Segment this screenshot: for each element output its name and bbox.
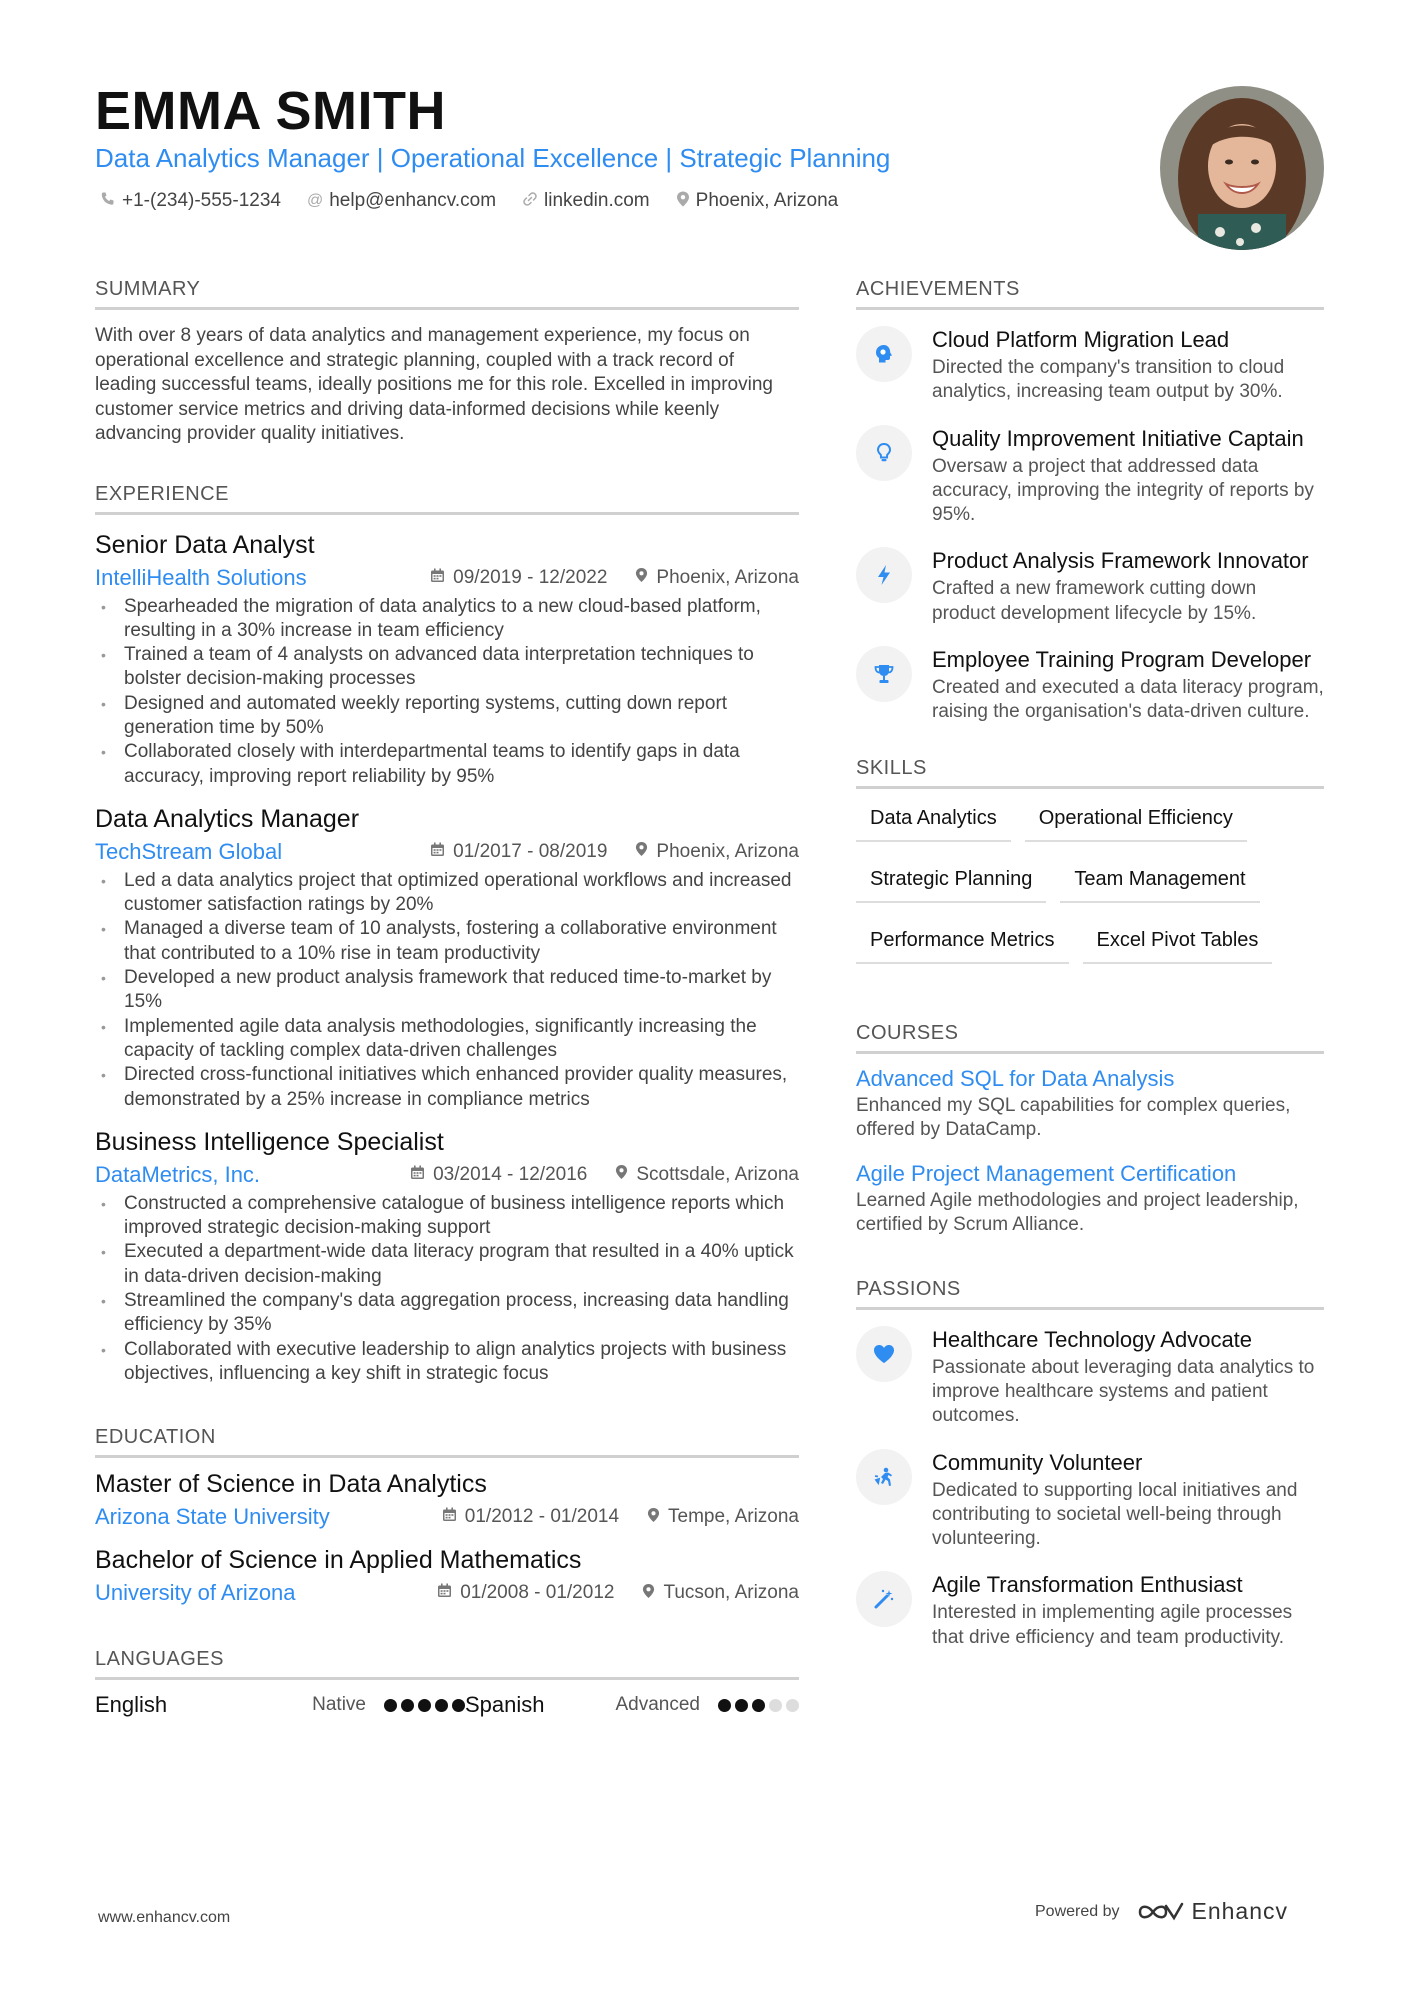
meta-right xyxy=(410,1164,799,1186)
location xyxy=(635,567,799,589)
date-range xyxy=(430,841,607,863)
bullet-item: • Directed cross-functional initiatives which enhanced provider quality measures, demonstrated by a 25% increase in compliance metrics xyxy=(95,1063,799,1112)
language-entry xyxy=(465,1692,799,1718)
school-name[interactable]: University of Arizona xyxy=(95,1580,296,1606)
skills-list xyxy=(856,795,1324,978)
powered-by-text: Powered by xyxy=(1035,1902,1120,1920)
proficiency-dot xyxy=(452,1699,465,1712)
location-text: Tucson, Arizona xyxy=(663,1582,799,1604)
education-meta xyxy=(95,1576,799,1610)
location xyxy=(635,841,799,863)
bullet-item: • Led a data analytics project that optimized operational workflows and increased customer satisfaction ratings by 20% xyxy=(95,869,799,918)
skills-section xyxy=(856,757,1324,978)
language-level-group xyxy=(312,1694,465,1716)
experience-entry xyxy=(95,529,799,789)
courses-heading: COURSES xyxy=(856,1022,1324,1054)
courses-section xyxy=(856,1022,1324,1238)
proficiency-dots xyxy=(384,1699,465,1712)
footer-branding xyxy=(1035,1898,1288,1925)
linkedin-text: linkedin.com xyxy=(544,190,650,211)
course-title[interactable]: Advanced SQL for Data Analysis xyxy=(856,1065,1175,1091)
education-list xyxy=(95,1468,799,1610)
item-description: Crafted a new framework cutting down product development lifecycle by 15%. xyxy=(932,578,1257,624)
job-title: Senior Data Analyst xyxy=(95,530,315,559)
bullet-item: • Trained a team of 4 analysts on advanced data interpretation techniques to bolster decision-making processes xyxy=(95,643,799,692)
location-pin-icon xyxy=(676,191,690,212)
item-title: Product Analysis Framework Innovator xyxy=(932,548,1309,574)
skill-tag: Team Management xyxy=(1060,856,1259,903)
passion-item xyxy=(856,1571,1324,1650)
language-name: Spanish xyxy=(465,1692,545,1718)
meta-right xyxy=(442,1506,799,1528)
date-text: 01/2012 - 01/2014 xyxy=(464,1506,620,1528)
phone-icon xyxy=(100,191,116,212)
location-text: Phoenix, Arizona xyxy=(695,190,839,211)
calendar-icon xyxy=(430,568,445,588)
date-range xyxy=(430,567,607,589)
bullet-item: • Developed a new product analysis framework that reduced time-to-market by 15% xyxy=(95,966,799,1015)
location xyxy=(642,1582,799,1604)
education-meta xyxy=(95,1500,799,1534)
location-text: Phoenix, Arizona xyxy=(656,840,799,862)
language-name: English xyxy=(95,1692,168,1718)
item-body xyxy=(932,425,1324,528)
experience-heading: EXPERIENCE xyxy=(95,483,799,515)
proficiency-dot xyxy=(384,1699,397,1712)
contact-location xyxy=(676,190,839,212)
course-description: Learned Agile methodologies and project leadership, certified by Scrum Alliance. xyxy=(856,1189,1299,1236)
date-text: 01/2017 - 08/2019 xyxy=(453,840,608,862)
brain-icon xyxy=(856,326,912,382)
location-pin-icon xyxy=(642,1583,655,1604)
item-description: Directed the company's transition to cloud analytics, increasing team output by 30%. xyxy=(932,357,1285,403)
location-text: Tempe, Arizona xyxy=(668,1506,799,1528)
item-description: Dedicated to supporting local initiatives and contributing to societal well-being through volunteering. xyxy=(932,1479,1298,1550)
contact-phone[interactable] xyxy=(100,190,281,212)
bullet-item: • Streamlined the company's data aggregation process, increasing data handling efficiency by 35% xyxy=(95,1289,799,1338)
email-text: help@enhancv.com xyxy=(329,190,497,211)
date-range xyxy=(442,1506,619,1528)
bullet-item: • Executed a department-wide data literacy program that resulted in a 40% uptick in data-driven decision-making xyxy=(95,1240,799,1289)
summary-heading: SUMMARY xyxy=(95,278,799,310)
bullet-item: • Collaborated with executive leadership to align analytics projects with business objectives, influencing a key shift in strategic focus xyxy=(95,1338,799,1387)
passions-heading: PASSIONS xyxy=(856,1278,1324,1310)
item-body xyxy=(932,547,1324,626)
item-body xyxy=(932,1571,1324,1650)
item-title: Quality Improvement Initiative Captain xyxy=(932,425,1304,451)
degree-title: Bachelor of Science in Applied Mathematics xyxy=(95,1546,582,1575)
courses-list xyxy=(856,1064,1324,1238)
skill-tag: Strategic Planning xyxy=(856,856,1046,903)
experience-section xyxy=(95,483,799,1387)
calendar-icon xyxy=(430,842,445,862)
company-name[interactable]: DataMetrics, Inc. xyxy=(95,1161,261,1187)
proficiency-dot xyxy=(401,1699,414,1712)
phone-text: +1-(234)-555-1234 xyxy=(122,190,281,211)
bullet-list xyxy=(95,1192,799,1386)
date-text: 01/2008 - 01/2012 xyxy=(460,1582,615,1604)
lightning-icon xyxy=(856,547,912,603)
contact-linkedin[interactable] xyxy=(522,190,650,212)
location-text: Phoenix, Arizona xyxy=(656,566,799,588)
languages-section xyxy=(95,1648,799,1722)
proficiency-dot xyxy=(718,1699,731,1712)
proficiency-dots xyxy=(718,1699,799,1712)
skill-tag: Operational Efficiency xyxy=(1025,795,1247,842)
candidate-name: EMMA SMITH xyxy=(95,81,446,141)
achievement-item xyxy=(856,646,1324,725)
location xyxy=(647,1506,799,1528)
location-pin-icon xyxy=(647,1507,660,1528)
job-meta xyxy=(95,1158,799,1192)
date-text: 03/2014 - 12/2016 xyxy=(433,1163,588,1185)
languages-row xyxy=(95,1688,799,1722)
at-icon: @ xyxy=(306,192,324,209)
education-entry xyxy=(95,1544,799,1610)
languages-heading: LANGUAGES xyxy=(95,1648,799,1680)
course-title[interactable]: Agile Project Management Certification xyxy=(856,1160,1237,1186)
date-text: 09/2019 - 12/2022 xyxy=(453,566,608,588)
bullet-item: • Managed a diverse team of 10 analysts, fostering a collaborative environment that contributed to a 10% rise in team productivity xyxy=(95,917,799,966)
location-pin-icon xyxy=(635,841,648,862)
experience-list xyxy=(95,529,799,1387)
language-level-group xyxy=(615,1694,799,1716)
headline: Data Analytics Manager | Operational Excellence | Strategic Planning xyxy=(95,143,891,173)
bullet-item: • Designed and automated weekly reporting systems, cutting down report generation time by 50% xyxy=(95,692,799,741)
item-description: Created and executed a data literacy program, raising the organisation's data-driven culture. xyxy=(932,677,1324,723)
education-section xyxy=(95,1426,799,1610)
achievement-item xyxy=(856,326,1324,405)
proficiency-dot xyxy=(735,1699,748,1712)
skill-tag: Data Analytics xyxy=(856,795,1011,842)
footer-website[interactable]: www.enhancv.com xyxy=(98,1909,231,1926)
course-description: Enhanced my SQL capabilities for complex queries, offered by DataCamp. xyxy=(856,1094,1291,1141)
location-pin-icon xyxy=(615,1164,628,1185)
lightbulb-icon xyxy=(856,425,912,481)
item-body xyxy=(932,1326,1324,1429)
enhancv-logo-icon xyxy=(1136,1900,1184,1924)
item-title: Employee Training Program Developer xyxy=(932,647,1312,673)
item-description: Oversaw a project that addressed data accuracy, improving the integrity of reports by 95%. xyxy=(932,455,1314,526)
item-title: Cloud Platform Migration Lead xyxy=(932,327,1230,352)
date-range xyxy=(410,1164,587,1186)
job-meta xyxy=(95,561,799,595)
proficiency-dot xyxy=(769,1699,782,1712)
proficiency-dot xyxy=(786,1699,799,1712)
achievement-item xyxy=(856,425,1324,528)
calendar-icon xyxy=(437,1583,452,1603)
job-title: Data Analytics Manager xyxy=(95,804,360,833)
bullet-item: • Collaborated closely with interdepartmental teams to identify gaps in data accuracy, improving report reliability by 95% xyxy=(95,740,799,789)
bullet-item: • Constructed a comprehensive catalogue of business intelligence reports which improved strategic decision-making support xyxy=(95,1192,799,1241)
language-entry xyxy=(95,1692,465,1718)
passions-section xyxy=(856,1278,1324,1650)
passion-item xyxy=(856,1449,1324,1552)
contact-bar xyxy=(100,190,838,212)
people-icon xyxy=(856,1449,912,1505)
location-pin-icon xyxy=(635,567,648,588)
bullet-list xyxy=(95,595,799,789)
achievements-heading: ACHIEVEMENTS xyxy=(856,278,1324,310)
item-description: Interested in implementing agile processes that drive efficiency and team productivity. xyxy=(932,1602,1293,1648)
item-title: Agile Transformation Enthusiast xyxy=(932,1572,1243,1598)
passion-item xyxy=(856,1326,1324,1429)
language-level: Native xyxy=(312,1694,366,1716)
date-range xyxy=(437,1582,614,1604)
education-entry xyxy=(95,1468,799,1534)
brand-logo[interactable] xyxy=(1136,1898,1289,1925)
job-meta xyxy=(95,835,799,869)
location-text: Scottsdale, Arizona xyxy=(636,1163,799,1185)
bullet-list xyxy=(95,869,799,1112)
experience-entry xyxy=(95,1126,799,1386)
proficiency-dot xyxy=(752,1699,765,1712)
link-icon xyxy=(522,191,538,212)
proficiency-dot xyxy=(435,1699,448,1712)
skill-tag: Performance Metrics xyxy=(856,917,1069,964)
bullet-item: • Spearheaded the migration of data analytics to a new cloud-based platform, resulting in a 30% increase in team efficiency xyxy=(95,595,799,644)
item-body xyxy=(932,326,1324,405)
skills-heading: SKILLS xyxy=(856,757,1324,789)
heart-icon xyxy=(856,1326,912,1382)
education-heading: EDUCATION xyxy=(95,1426,799,1458)
degree-title: Master of Science in Data Analytics xyxy=(95,1470,487,1499)
magic-wand-icon xyxy=(856,1571,912,1627)
company-name[interactable]: IntelliHealth Solutions xyxy=(95,564,307,590)
item-description: Passionate about leveraging data analytics to improve healthcare systems and patient outcomes. xyxy=(932,1356,1315,1427)
experience-entry xyxy=(95,803,799,1112)
brand-name: Enhancv xyxy=(1191,1898,1289,1924)
achievements-section xyxy=(856,278,1324,725)
achievements-list xyxy=(856,326,1324,725)
company-name[interactable]: TechStream Global xyxy=(95,838,283,864)
passions-list xyxy=(856,1326,1324,1650)
location xyxy=(615,1164,799,1186)
item-body xyxy=(932,646,1324,725)
item-title: Community Volunteer xyxy=(932,1449,1143,1475)
summary-section xyxy=(95,278,799,447)
job-title: Business Intelligence Specialist xyxy=(95,1127,444,1156)
left-column xyxy=(95,278,799,1722)
meta-right xyxy=(437,1582,799,1604)
right-column xyxy=(856,278,1324,1670)
school-name[interactable]: Arizona State University xyxy=(95,1504,330,1530)
trophy-icon xyxy=(856,646,912,702)
skill-tag: Excel Pivot Tables xyxy=(1083,917,1273,964)
item-body xyxy=(932,1449,1324,1552)
profile-photo xyxy=(1160,86,1324,250)
calendar-icon xyxy=(410,1165,425,1185)
bullet-item: • Implemented agile data analysis methodologies, significantly increasing the capacity of tackling complex data-driven challenges xyxy=(95,1015,799,1064)
meta-right xyxy=(430,841,799,863)
summary-text: With over 8 years of data analytics and management experience, my focus on operational excellence and strategic planning, coupled with a track record of leading successful teams, ideally positions me for this role. Excelled in improving customer service metrics and driving data-informed decisions while keenly advancing provider quality initiatives. xyxy=(95,325,773,444)
meta-right xyxy=(430,567,799,589)
achievement-item xyxy=(856,547,1324,626)
calendar-icon xyxy=(442,1507,457,1527)
language-level: Advanced xyxy=(615,1694,700,1716)
contact-email[interactable] xyxy=(307,190,496,212)
proficiency-dot xyxy=(418,1699,431,1712)
item-title: Healthcare Technology Advocate xyxy=(932,1326,1253,1352)
